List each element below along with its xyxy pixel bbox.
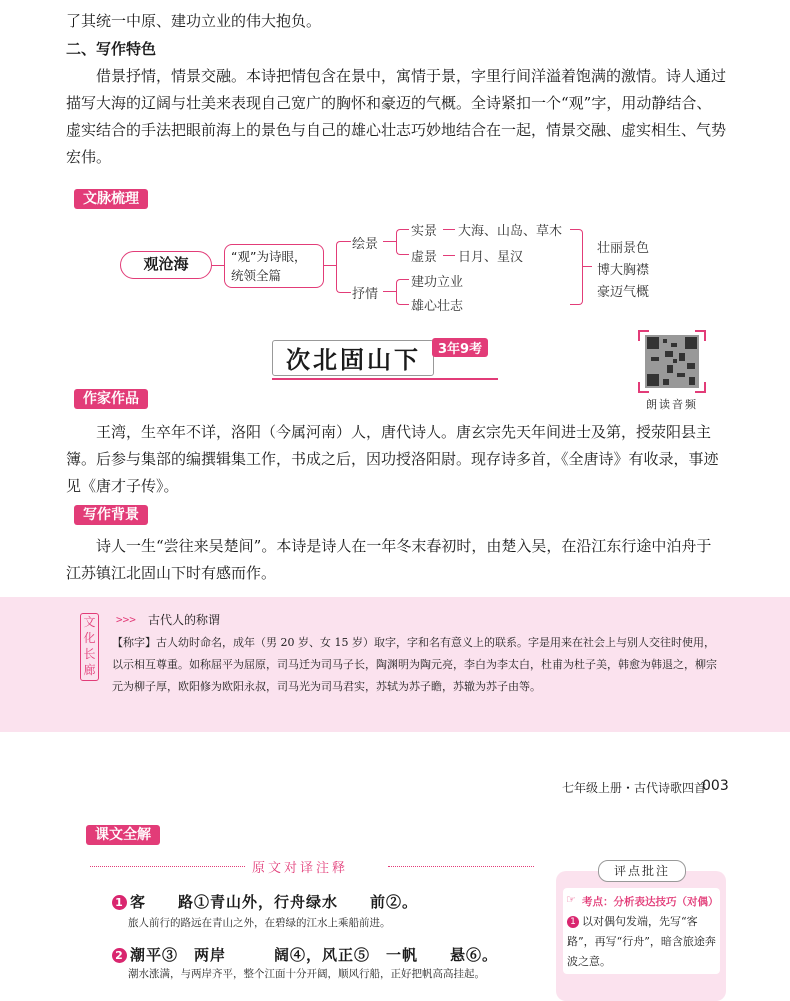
mindmap-branch-huijing: 绘景 xyxy=(352,237,379,252)
poem-line-1-gloss: 旅人前行的路远在青山之外，在碧绿的江水上乘船前进。 xyxy=(128,917,391,929)
culture-arrows: >>> xyxy=(116,613,136,626)
qr-code[interactable] xyxy=(637,329,707,394)
background-paragraph: 诗人一生“尝往来吴楚间”。本诗是诗人在一年冬末春初时，由楚入吴，在沿江东行途中泊舟于江苏镇江北固山下时有感而作。 xyxy=(66,537,712,582)
author-paragraph: 王湾，生卒年不详，洛阳（今属河南）人，唐代诗人。唐玄宗先天年间进士及第，授荥阳县主簿。后参与集部的编撰辑集工作，书成之后，因功授洛阳尉。现存诗多首，《全唐诗》有收录，事迹见《唐才子传》。 xyxy=(66,423,719,495)
section-paragraph: 借景抒情，情景交融。本诗把情包含在景中，寓情于景，字里行间洋溢着饱满的激情。诗人通过描写大海的辽阔与壮美来表现自己宽广的胸怀和豪迈的气概。全诗紧扣一个“观”字，用动静结合、虚实结合的手法把眼前海上的景色与自己的雄心壮志巧妙地结合在一起，情景交融、虚实相生、气势宏伟。 xyxy=(66,67,727,166)
mindmap-right-2: 博大胸襟 xyxy=(597,263,650,278)
section-tag-background: 〈 写作背景 xyxy=(74,505,148,525)
poem-line-1: 1 客 路①青山外，行舟绿水 前②。 xyxy=(112,891,418,912)
poem-line-2: 2 潮平③ 两岸 阔④，风正⑤ 一帆 悬⑥。 xyxy=(112,944,498,965)
side-note-text: 1 以对偶句发端，先写“客路”，再写“行舟”，暗含旅途奔波之意。 xyxy=(567,915,716,968)
poem-title: 次北固山下 xyxy=(286,345,421,374)
top-line: 了其统一中原、建功立业的伟大抱负。 xyxy=(66,12,322,30)
yuanwen-heading: 原文对译注释 xyxy=(246,857,354,876)
mindmap-center: “观”为诗眼，统领全篇 xyxy=(224,244,324,288)
mindmap-xujing: 虚景 xyxy=(411,250,438,265)
mindmap-right-1: 壮丽景色 xyxy=(597,241,650,256)
mindmap-root: 观沧海 xyxy=(120,251,212,279)
mindmap-xiongxin: 雄心壮志 xyxy=(411,299,464,314)
culture-side-label: 文化长廊 xyxy=(80,613,99,681)
kaodian-label: 考点：分析表达技巧（对偶） xyxy=(582,896,719,908)
mindmap-shijing: 实景 xyxy=(411,224,438,239)
mindmap-jiangong: 建功立业 xyxy=(411,275,464,290)
mindmap-branch-shuqing: 抒情 xyxy=(352,287,379,302)
mindmap-xujing-items: 日月、星汉 xyxy=(458,250,524,265)
section-tag-author: 〈 作家作品 xyxy=(74,389,148,409)
hand-icon: ☞ xyxy=(566,893,576,906)
culture-body: 【称字】古人幼时命名，成年（男 20 岁、女 15 岁）取字，字和名有意义上的联系。字是用来在社会上与别人交往时使用，以示相互尊重。如称屈平为屈原，司马迁为司马子长，陶渊明为陶元亮，李白为李太白，杜甫为杜子美，韩愈为韩退之，柳宗元为柳子厚，欧阳修为欧阳永叔，司马光为司马君实，苏轼为苏子瞻，苏辙为苏子由等。 xyxy=(112,636,717,693)
mindmap-shijing-items: 大海、山岛、草木 xyxy=(458,224,563,239)
poem-line-2-gloss: 潮水涨满，与两岸齐平，整个江面十分开阔，顺风行船，正好把帆高高挂起。 xyxy=(128,968,485,980)
footer-text: 七年级上册・古代诗歌四首 xyxy=(562,781,707,795)
section-tag-kewen: 〈 课文全解 xyxy=(86,825,160,845)
poem-title-block xyxy=(272,338,498,380)
mindmap-right-3: 豪迈气概 xyxy=(597,285,650,300)
pingdian-heading: 评点批注 xyxy=(598,860,686,882)
culture-heading: 古代人的称谓 xyxy=(148,613,221,627)
poem-line-2-text: 潮平③ 两岸 阔④，风正⑤ 一帆 悬⑥。 xyxy=(130,946,499,964)
section-tag-wenmai: 〈 文脉梳理 xyxy=(74,189,148,209)
page-number: 003 xyxy=(702,778,729,794)
poem-line-1-text: 客 路①青山外，行舟绿水 前②。 xyxy=(130,893,419,911)
exam-badge: 3年9考 xyxy=(432,338,488,357)
section-heading: 二、写作特色 xyxy=(66,40,157,58)
qr-caption: 朗读音频 xyxy=(646,398,698,411)
